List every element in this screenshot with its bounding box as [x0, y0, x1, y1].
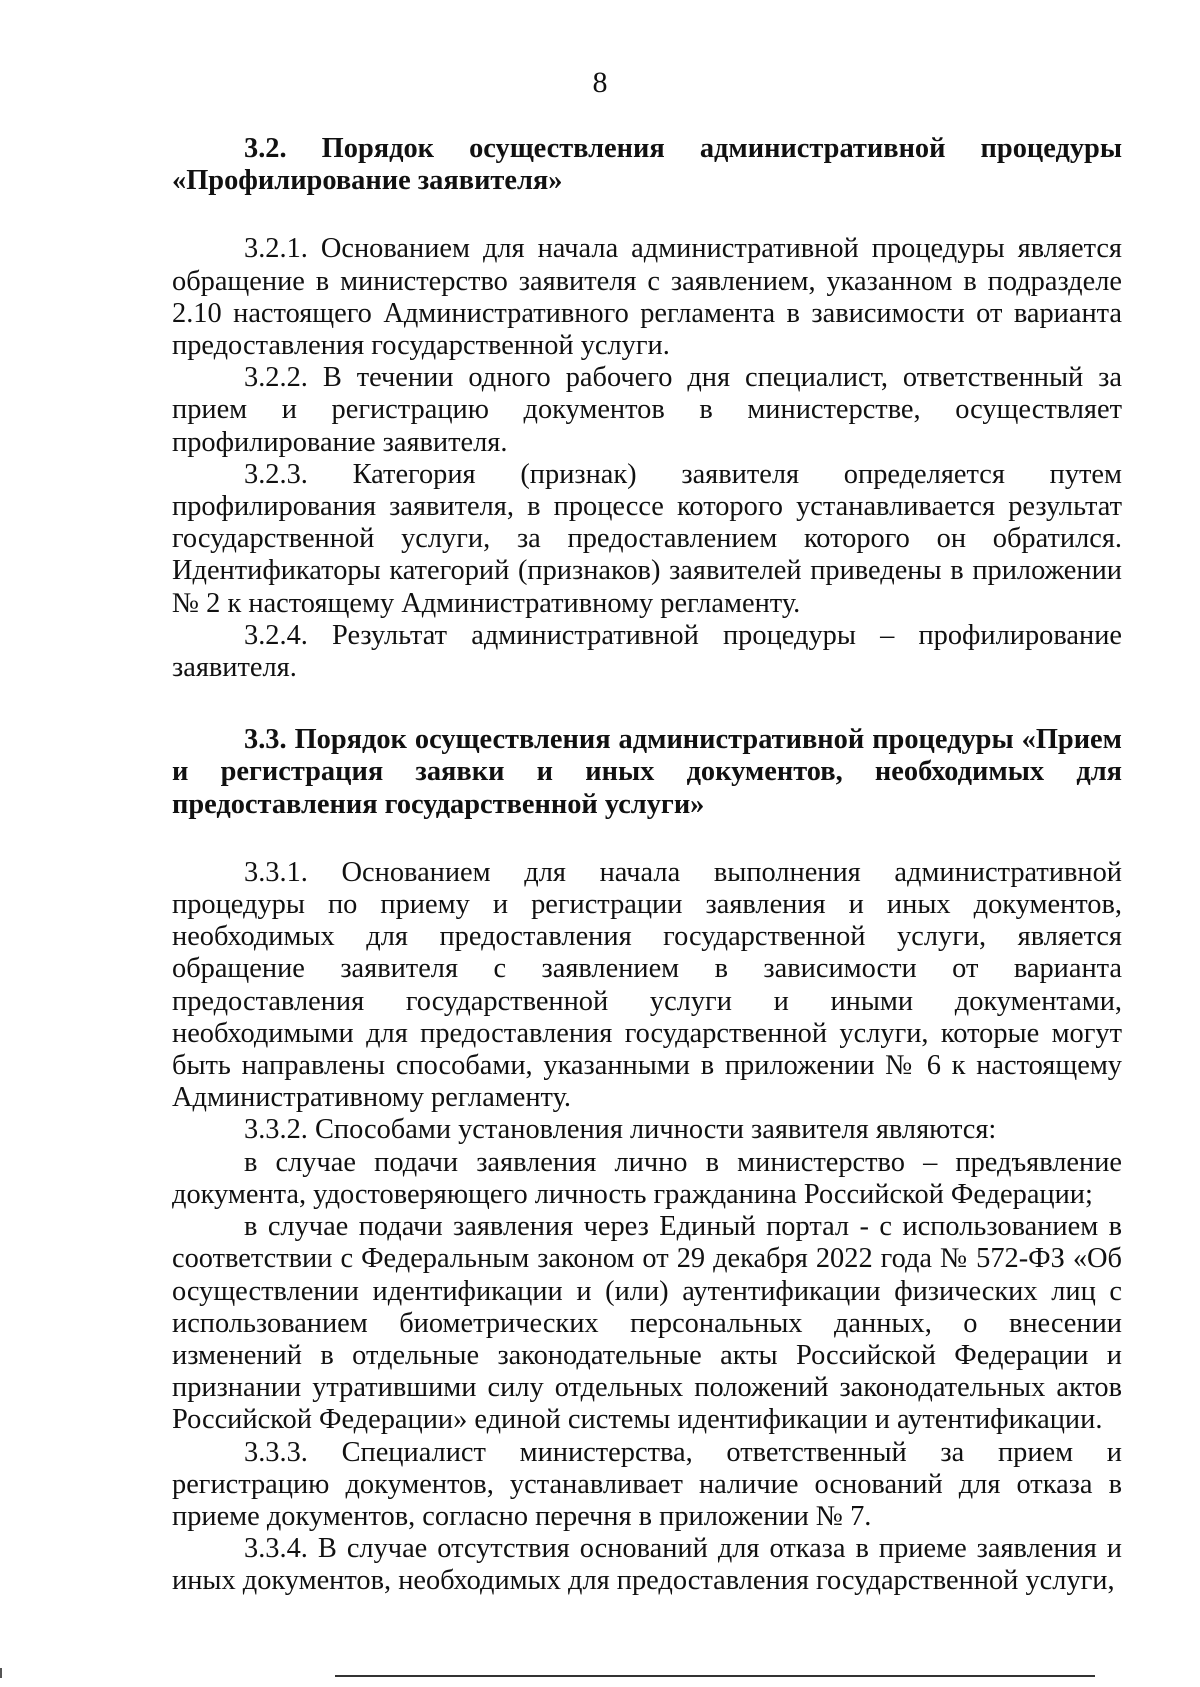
- paragraph-3-3-1: 3.3.1. Основанием для начала выполнения административной процедуры по приему и регистрации заявления и иных документов, необходимых для предоставления государственной услуги, является обращение заявителя с заявлением в зависимости от варианта предоставления государственной услуги и иными документами, необходимыми для предоставления государственной услуги, которые могут быть направлены способами, указанными в приложении № 6 к настоящему Административному регламенту.: [172, 856, 1122, 1114]
- section-3-3-heading: 3.3. Порядок осуществления административной процедуры «Прием и регистрация заявки и иных документов, необходимых для предоставления государственной услуги»: [172, 724, 1122, 820]
- paragraph-3-2-4: 3.2.4. Результат административной процедуры – профилирование заявителя.: [172, 619, 1122, 684]
- document-body: [172, 133, 1122, 1598]
- paragraph-identity-in-person: в случае подачи заявления лично в министерство – предъявление документа, удостоверяющего личность гражданина Российской Федерации;: [172, 1146, 1122, 1210]
- paragraph-3-2-1: 3.2.1. Основанием для начала административной процедуры является обращение в министерство заявителя с заявлением, указанном в подразделе 2.10 настоящего Административного регламента в зависимости от варианта предоставления государственной услуги.: [172, 233, 1122, 362]
- page-number: 8: [592, 66, 608, 99]
- paragraph-3-2-2: 3.2.2. В течении одного рабочего дня специалист, ответственный за прием и регистрацию документов в министерстве, осуществляет профилирование заявителя.: [172, 362, 1122, 458]
- paragraph-identity-unified-portal: в случае подачи заявления через Единый портал - с использованием в соответствии с Федеральным законом от 29 декабря 2022 года № 572-ФЗ «Об осуществлении идентификации и (или) аутентификации физических лиц с использованием биометрических персональных данных, о внесении изменений в отдельные законодательные акты Российской Федерации и признании утратившими силу отдельных положений законодательных актов Российской Федерации» единой системы идентификации и аутентификации.: [172, 1211, 1122, 1436]
- scan-edge-mark: [0, 1668, 12, 1678]
- paragraph-3-3-3: 3.3.3. Специалист министерства, ответственный за прием и регистрацию документов, устанавливает наличие оснований для отказа в приеме документов, согласно перечня в приложении № 7.: [172, 1436, 1122, 1532]
- paragraph-3-2-3: 3.2.3. Категория (признак) заявителя определяется путем профилирования заявителя, в процессе которого устанавливается результат государственной услуги, за предоставлением которого он обратился. Идентификаторы категорий (признаков) заявителей приведены в приложении № 2 к настоящему Административному регламенту.: [172, 458, 1122, 619]
- section-3-2-heading: 3.2. Порядок осуществления административной процедуры «Профилирование заявителя»: [172, 133, 1122, 197]
- bottom-divider: [335, 1675, 1095, 1677]
- paragraph-3-3-4: 3.3.4. В случае отсутствия оснований для отказа в приеме заявления и иных документов, необходимых для предоставления государственной услуги,: [172, 1533, 1122, 1597]
- paragraph-3-3-2: 3.3.2. Способами установления личности заявителя являются:: [244, 1114, 997, 1146]
